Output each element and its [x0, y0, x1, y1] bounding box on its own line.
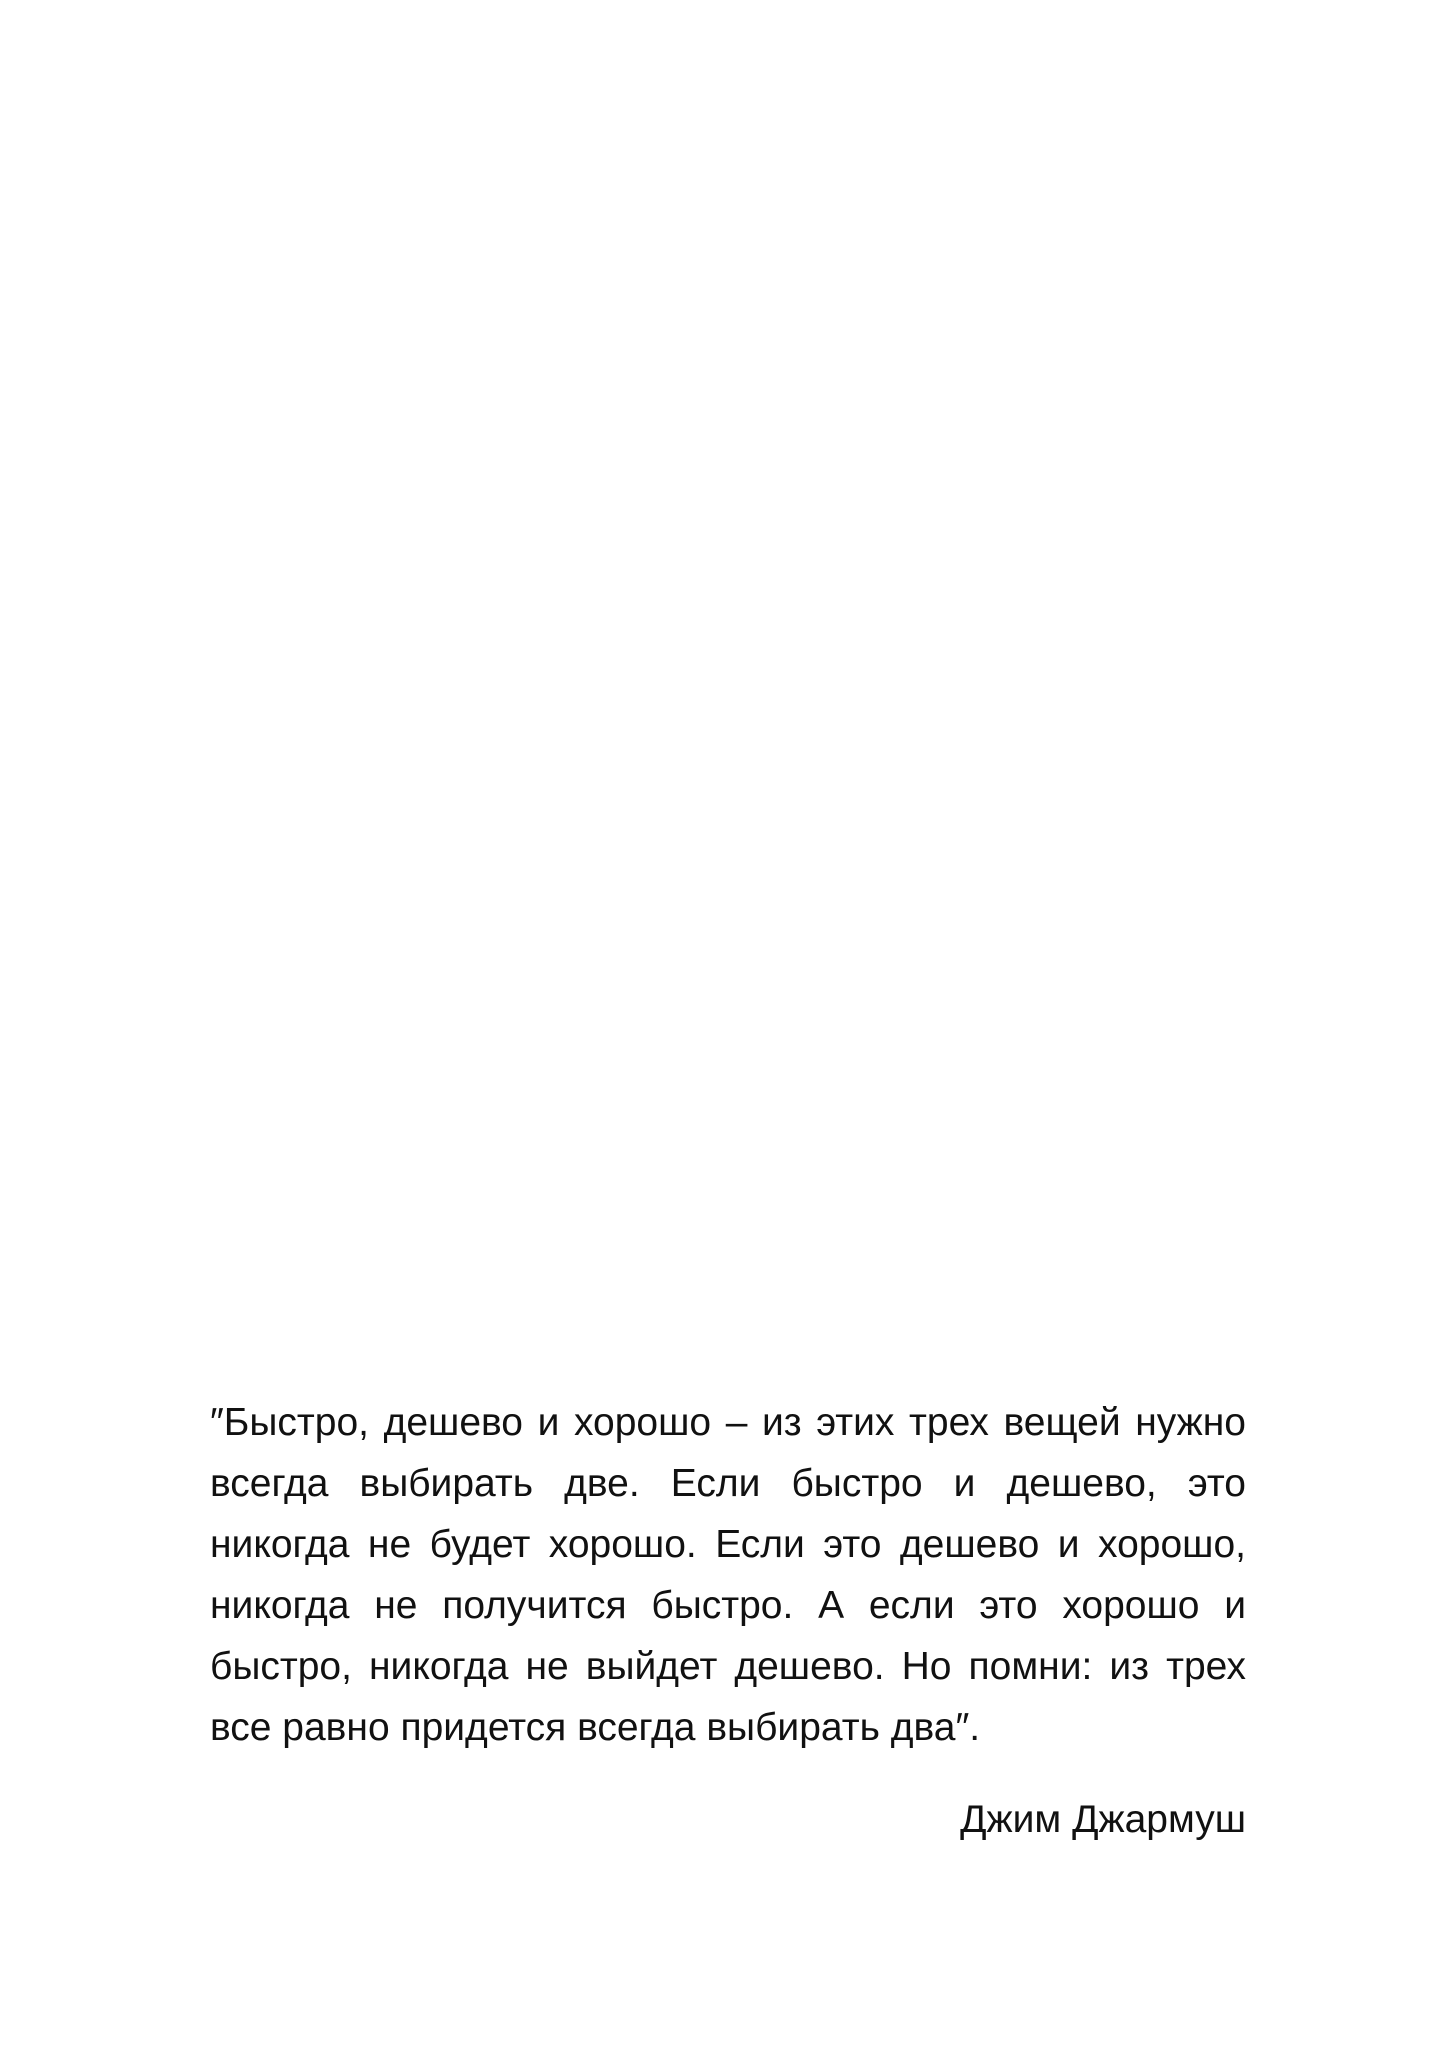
quote-line: никогда не будет хорошо. Если это дешево и хорошо, [210, 1523, 1246, 1566]
quote-line: ″Быстро, дешево и хорошо – из этих трех вещей нужно [210, 1401, 1246, 1444]
quote-line: все равно придется всегда выбирать два″. [210, 1706, 981, 1749]
quote-line: никогда не получится быстро. А если это хорошо и [210, 1584, 1246, 1627]
quote-line: быстро, никогда не выйдет дешево. Но помни: из трех [210, 1645, 1246, 1688]
quote-block [210, 1392, 1246, 1758]
quote-line: всегда выбирать две. Если быстро и дешево, это [210, 1462, 1246, 1505]
quote-author: Джим Джармуш [960, 1798, 1246, 1841]
